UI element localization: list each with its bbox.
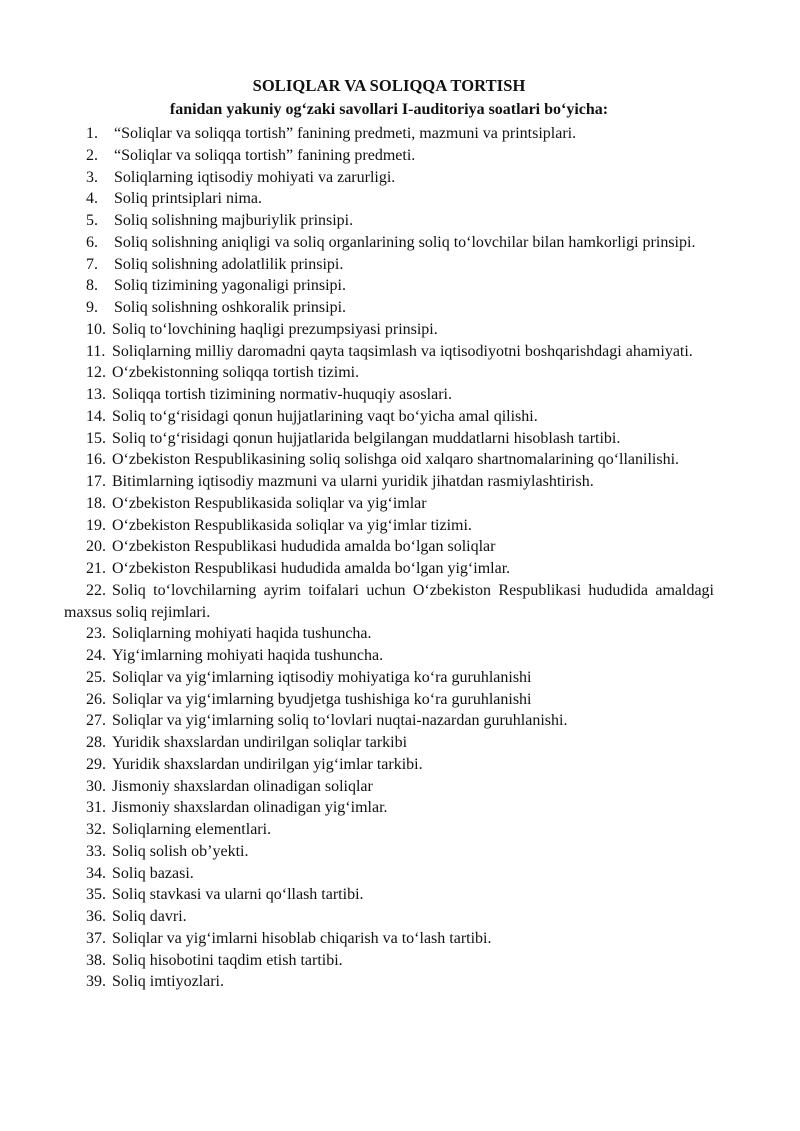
question-item: [64, 406, 714, 428]
question-number: 15.: [86, 429, 106, 447]
question-number: 12.: [86, 364, 106, 382]
question-item: [64, 188, 714, 210]
question-item: [64, 123, 714, 145]
question-number: 24.: [86, 647, 106, 664]
question-item: [64, 841, 714, 863]
question-number: 27.: [86, 712, 106, 730]
question-item: [64, 515, 714, 537]
question-number: 13.: [86, 386, 106, 403]
question-number: 35.: [86, 886, 106, 904]
question-item: [64, 232, 714, 254]
question-text: Soliq davri.: [112, 908, 187, 925]
question-text: Yuridik shaxslardan undirilgan soliqlar tarkibi: [112, 734, 408, 751]
question-item: [64, 384, 714, 406]
question-text: Soliqqa tortish tizimining normativ-huquqiy asoslari.: [112, 386, 452, 403]
question-item: [64, 449, 714, 471]
question-number: 26.: [86, 690, 106, 708]
question-text: Soliq solishning adolatlilik prinsipi.: [114, 255, 344, 273]
question-number: 4.: [86, 190, 98, 208]
question-text: Soliqlarning mohiyati haqida tushuncha.: [112, 625, 372, 643]
question-number: 18.: [86, 494, 106, 512]
question-text: Soliqlar va yig‘imlarning byudjetga tushishiga ko‘ra guruhlanishi: [112, 690, 532, 708]
question-number: 21.: [86, 560, 106, 577]
question-item: [64, 884, 714, 906]
question-list: [64, 123, 714, 993]
question-number: 33.: [86, 842, 106, 860]
question-item: [64, 797, 714, 819]
question-item: [64, 210, 714, 232]
question-number: 31.: [86, 799, 106, 817]
question-number: 19.: [86, 516, 106, 534]
question-text: O‘zbekiston Respublikasida soliqlar va yig‘imlar tizimi.: [112, 516, 472, 534]
question-item: [64, 558, 714, 580]
question-text: O‘zbekiston Respublikasi hududida amalda bo‘lgan yig‘imlar.: [112, 560, 511, 577]
question-item: [64, 362, 714, 384]
question-number: 38.: [86, 951, 106, 969]
question-text: Soliqlarning elementlari.: [112, 821, 272, 838]
question-number: 34.: [86, 864, 106, 882]
question-number: 1.: [86, 125, 98, 142]
question-item: [64, 580, 714, 624]
question-number: 5.: [86, 212, 98, 229]
question-number: 11.: [86, 342, 106, 360]
question-item: [64, 428, 714, 450]
question-number: 6.: [86, 233, 98, 251]
question-number: 3.: [86, 168, 98, 186]
question-number: 2.: [86, 146, 98, 164]
question-text: Soliq to‘g‘risidagi qonun hujjatlarining vaqt bo‘yicha amal qilishi.: [112, 407, 538, 425]
question-text: Soliq solishning oshkoralik prinsipi.: [114, 299, 347, 316]
question-number: 25.: [86, 668, 106, 686]
question-text: Jismoniy shaxslardan olinadigan soliqlar: [112, 777, 373, 795]
question-item: [64, 341, 714, 363]
question-text: Soliq solishning majburiylik prinsipi.: [114, 212, 354, 229]
question-item: [64, 645, 714, 667]
question-number: 10.: [86, 320, 106, 338]
question-text: O‘zbekiston Respublikasining soliq solishga oid xalqaro shartnomalarining qo‘llanilishi.: [112, 451, 680, 469]
question-item: [64, 732, 714, 754]
question-number: 17.: [86, 473, 106, 490]
question-number: 36.: [86, 908, 106, 925]
question-number: 7.: [86, 255, 98, 273]
question-item: [64, 297, 714, 319]
question-item: [64, 319, 714, 341]
question-number: 8.: [86, 277, 98, 295]
document-page: [64, 74, 714, 993]
question-item: [64, 819, 714, 841]
question-item: [64, 145, 714, 167]
question-text: Soliq printsiplari nima.: [114, 190, 262, 208]
question-text: Soliq to‘lovchilarning ayrim toifalari uchun O‘zbekiston Respublikasi hududida amaldagi maxsus soliq rejimlari.: [64, 581, 714, 621]
question-text: O‘zbekiston Respublikasi hududida amalda bo‘lgan soliqlar: [112, 538, 496, 556]
question-text: Soliqlar va yig‘imlarni hisoblab chiqarish va to‘lash tartibi.: [112, 929, 492, 947]
question-item: [64, 254, 714, 276]
question-number: 23.: [86, 625, 106, 643]
question-item: [64, 493, 714, 515]
question-number: 30.: [86, 777, 106, 795]
question-text: Soliq hisobotini taqdim etish tartibi.: [112, 951, 343, 969]
question-item: [64, 950, 714, 972]
question-item: [64, 167, 714, 189]
question-text: Soliq solish ob’yekti.: [112, 842, 249, 860]
question-number: 16.: [86, 451, 106, 469]
question-number: 29.: [86, 755, 106, 773]
question-text: Soliq stavkasi va ularni qo‘llash tartibi.: [112, 886, 364, 904]
question-text: “Soliqlar va soliqqa tortish” fanining predmeti, mazmuni va printsiplari.: [114, 125, 577, 142]
question-text: Soliq to‘g‘risidagi qonun hujjatlarida belgilangan muddatlarni hisoblash tartibi.: [112, 429, 621, 447]
question-number: 37.: [86, 929, 106, 947]
question-text: Bitimlarning iqtisodiy mazmuni va ularni yuridik jihatdan rasmiylashtirish.: [112, 473, 594, 490]
question-text: Soliqlarning milliy daromadni qayta taqsimlash va iqtisodiyotni boshqarishdagi ahamiyati.: [112, 342, 693, 360]
question-item: [64, 906, 714, 928]
question-item: [64, 971, 714, 993]
question-text: Soliqlar va yig‘imlarning iqtisodiy mohiyatiga ko‘ra guruhlanishi: [112, 668, 532, 686]
question-number: 39.: [86, 973, 106, 991]
question-text: Soliq solishning aniqligi va soliq organlarining soliq to‘lovchilar bilan hamkorligi prinsipi.: [114, 233, 696, 251]
question-number: 32.: [86, 821, 106, 838]
question-item: [64, 471, 714, 493]
question-text: “Soliqlar va soliqqa tortish” fanining predmeti.: [114, 146, 416, 164]
question-text: Jismoniy shaxslardan olinadigan yig‘imlar.: [112, 799, 388, 817]
document-title: SOLIQLAR VA SOLIQQA TORTISH: [252, 76, 526, 95]
question-text: Soliq to‘lovchining haqligi prezumpsiyasi prinsipi.: [112, 320, 438, 338]
question-number: 20.: [86, 538, 106, 556]
question-text: O‘zbekistonning soliqqa tortish tizimi.: [112, 364, 360, 382]
question-item: [64, 754, 714, 776]
question-number: 28.: [86, 734, 106, 751]
question-item: [64, 710, 714, 732]
question-item: [64, 863, 714, 885]
question-text: O‘zbekiston Respublikasida soliqlar va yig‘imlar: [112, 494, 427, 512]
question-text: Yuridik shaxslardan undirilgan yig‘imlar tarkibi.: [112, 755, 423, 773]
question-text: Soliq bazasi.: [112, 864, 194, 882]
question-item: [64, 623, 714, 645]
question-text: Soliq imtiyozlari.: [112, 973, 224, 991]
question-item: [64, 689, 714, 711]
question-text: Soliqlar va yig‘imlarning soliq to‘lovlari nuqtai-nazardan guruhlanishi.: [112, 712, 568, 730]
question-item: [64, 275, 714, 297]
question-text: Soliqlarning iqtisodiy mohiyati va zarurligi.: [114, 168, 396, 186]
question-number: 22.: [86, 581, 106, 599]
question-text: Soliq tizimining yagonaligi prinsipi.: [114, 277, 346, 295]
question-item: [64, 928, 714, 950]
question-number: 9.: [86, 299, 98, 316]
question-number: 14.: [86, 407, 106, 425]
question-item: [64, 536, 714, 558]
question-item: [64, 667, 714, 689]
question-item: [64, 776, 714, 798]
question-text: Yig‘imlarning mohiyati haqida tushuncha.: [112, 647, 384, 664]
document-subtitle: fanidan yakuniy og‘zaki savollari I-auditoriya soatlari bo‘yicha:: [169, 101, 609, 118]
